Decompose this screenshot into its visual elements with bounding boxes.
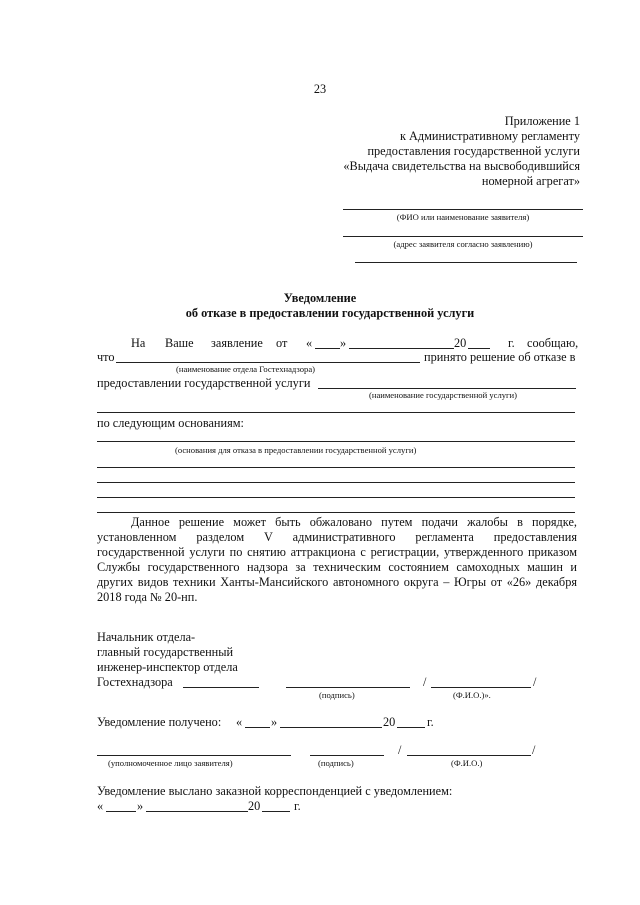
- grounds-line-3: [97, 482, 575, 483]
- p1-word-soobshchayu: сообщаю,: [527, 336, 579, 350]
- appendix-line-3: предоставления государственной услуги: [367, 144, 580, 158]
- sent-day-line: [106, 811, 136, 812]
- p1-year-line: [468, 348, 490, 349]
- signer-fio-hint: (Ф.И.О.)».: [453, 690, 491, 700]
- p1-year-prefix: 20: [454, 336, 467, 350]
- applicant-fio-hint: (ФИО или наименование заявителя): [396, 212, 530, 222]
- sent-year-line: [262, 811, 290, 812]
- appeal-line-2: установленном разделом V административного регламента предоставления: [97, 530, 577, 544]
- appendix-line-1: Приложение 1: [504, 114, 580, 128]
- page-number: 23: [313, 82, 327, 96]
- received-label: Уведомление получено:: [97, 715, 222, 729]
- document-title: Уведомление: [283, 291, 357, 305]
- p1-gostech-line: [116, 362, 420, 363]
- received-year-line: [397, 727, 425, 728]
- sent-year: 20: [248, 799, 261, 813]
- signer-slash-open: /: [423, 675, 427, 689]
- signer-sign-hint: (подпись): [319, 690, 355, 700]
- appendix-line-5: номерной агрегат»: [481, 174, 580, 188]
- received-sign-line: [310, 755, 384, 756]
- p1-line2-start: что: [97, 350, 115, 364]
- sent-label: Уведомление выслано заказной корреспонденцией с уведомлением:: [97, 784, 453, 798]
- appeal-line-6: 2018 года № 20-нп.: [97, 590, 198, 604]
- appeal-line-3: государственной услуги по снятию аттракциона с регистрации, утвержденного приказом: [97, 545, 577, 559]
- p1-word-ot: от: [276, 336, 288, 350]
- appendix-line-2: к Административному регламенту: [399, 129, 580, 143]
- received-month-line: [280, 727, 382, 728]
- p1-month-line: [349, 348, 454, 349]
- grounds-hint: (основания для отказа в предоставлении государственной услуги): [175, 445, 417, 455]
- p1-word-na: На: [131, 336, 146, 350]
- p1-open-quote: «: [306, 336, 313, 350]
- service-line: [318, 388, 576, 389]
- p1-line2-end: принято решение об отказе в: [424, 350, 576, 364]
- p1-line3: предоставлении государственной услуги: [97, 376, 311, 390]
- p1-close-quote: »: [340, 336, 347, 350]
- grounds-line-1: [97, 441, 575, 442]
- signer-slash-close: /: [533, 675, 537, 689]
- sent-open-quote: «: [97, 799, 104, 813]
- received-rep-hint: (уполномоченное лицо заявителя): [108, 758, 233, 768]
- grounds-line-2: [97, 467, 575, 468]
- grounds-line-4: [97, 497, 575, 498]
- appeal-line-1: Данное решение может быть обжаловано путем подачи жалобы в порядке,: [131, 515, 577, 529]
- signer-extra-line: [183, 687, 259, 688]
- signer-sign-line: [286, 687, 410, 688]
- sent-close-quote: »: [137, 799, 144, 813]
- signer-title-3: инженер-инспектор отдела: [97, 660, 238, 674]
- received-fio-hint: (Ф.И.О.): [451, 758, 483, 768]
- received-slash-close: /: [532, 743, 536, 757]
- appendix-line-4: «Выдача свидетельства на высвободившийся: [343, 159, 580, 173]
- received-day-line: [245, 727, 270, 728]
- gostech-hint: (наименование отдела Гостехнадзора): [176, 364, 316, 374]
- received-close-quote: »: [271, 715, 278, 729]
- document-subtitle: об отказе в предоставлении государственной услуги: [185, 306, 475, 320]
- appeal-line-4: Службы государственного надзора за техническим состоянием самоходных машин и: [97, 560, 577, 574]
- applicant-fio-line: [343, 209, 583, 210]
- signer-fio-line: [431, 687, 531, 688]
- received-fio-line: [407, 755, 531, 756]
- p1-word-zayavlenie: заявление: [211, 336, 263, 350]
- signer-title-2: главный государственный: [97, 645, 234, 659]
- appeal-line-5: других видов техники Ханты-Мансийского автономного округа – Югры от «26» декабря: [97, 575, 577, 589]
- p1-year-suffix: г.: [508, 336, 515, 350]
- applicant-address-line-2: [355, 262, 577, 263]
- grounds-line-5: [97, 512, 575, 513]
- grounds-label: по следующим основаниям:: [97, 416, 244, 430]
- p1-word-vashe: Ваше: [165, 336, 194, 350]
- received-year: 20: [383, 715, 396, 729]
- received-open-quote: «: [236, 715, 243, 729]
- received-slash-open: /: [398, 743, 402, 757]
- received-sign-hint: (подпись): [318, 758, 354, 768]
- sent-month-line: [146, 811, 248, 812]
- signer-title-4: Гостехнадзора: [97, 675, 173, 689]
- signer-title-1: Начальник отдела-: [97, 630, 196, 644]
- received-year-suffix: г.: [427, 715, 434, 729]
- applicant-address-line: [343, 236, 583, 237]
- applicant-address-hint: (адрес заявителя согласно заявлению): [393, 239, 533, 249]
- p1-day-line: [315, 348, 340, 349]
- received-rep-line: [97, 755, 291, 756]
- sent-year-suffix: г.: [294, 799, 301, 813]
- service-line-2: [97, 412, 575, 413]
- service-hint: (наименование государственной услуги): [369, 390, 518, 400]
